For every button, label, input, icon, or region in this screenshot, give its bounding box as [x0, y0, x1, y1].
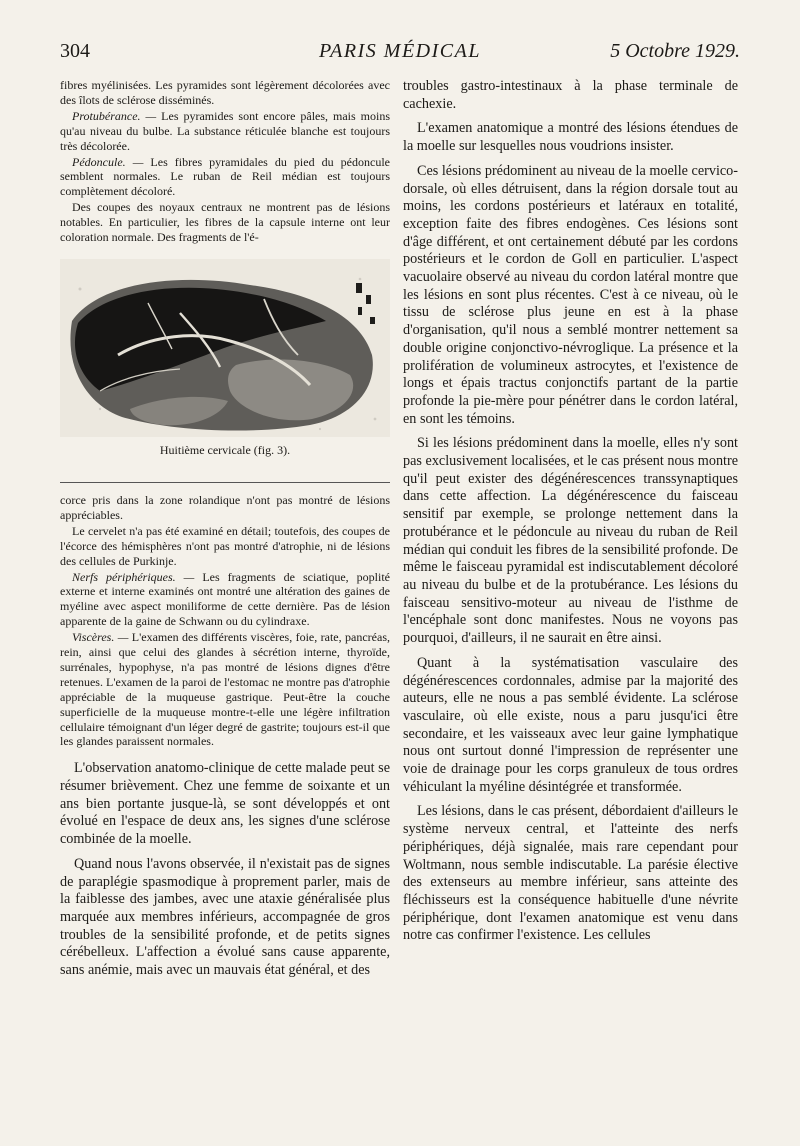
journal-title: PARIS MÉDICAL	[319, 40, 481, 62]
report-paragraph: Le cervelet n'a pas été examiné en détail; toutefois, des coupes de l'écorce des hémisphères n'ont pas montré d'atrophie, ni de lésions des cellules de Purkinje.	[60, 523, 390, 568]
report-paragraph: Des coupes des noyaux centraux ne montrent pas de lésions notables. En particulier, les fibres de la capsule interne ont leur coloration normale. Des fragments de l'é-	[60, 200, 390, 245]
body-paragraph: troubles gastro-intestinaux à la phase terminale de cachexie.	[403, 78, 738, 112]
report-paragraph: fibres myélinisées. Les pyramides sont légèrement décolorées avec des îlots de sclérose disséminés.	[60, 78, 390, 107]
body-paragraph: Si les lésions prédominent dans la moelle, elles n'y sont pas exclusivement localisées, et le cas présent nous montre qu'il peut exister des dégénérescences transsynaptiques dans cette affection. La dégénérescence du faisceau sensitif par exemple, se prolonge nettement dans la protubérance et le pédoncule au niveau du ruban de Reil médian qui conduit les fibres de la sensibilité profonde. De même le faisceau pyramidal est indiscutablement décoloré au niveau du bulbe et de la protubérance. Les lésions du faisceau sensitivo-moteur au niveau de l'isthme de l'encéphale sont donc manifestes. Nous ne voyons pas pourquoi, d'ailleurs, il ne saurait en être ainsi.	[403, 435, 738, 647]
body-paragraph: Ces lésions prédominent au niveau de la moelle cervico-dorsale, où elles détruisent, dans la région dorsale tout au moins, les cordons postérieurs et latéraux en totalité, exception faite des fibres endogènes. Ces lésions sont d'âge différent, et ont certainement débuté par les cordons postérieurs et le cordon de Goll en particulier. L'aspect vacuolaire observé au niveau du cordon latéral montre que les lésions en sont plus récentes. C'est à ce niveau, où le tissu de sclérose plus jeune en est à la phase d'organisation, qu'il nous a semblé montrer nettement sa double origine conjonctivo-névroglique. La présence et la prolifération de volumineux astrocytes, et l'existence de longs et épais tractus conjonctifs partant de la partie profonde la pie-mère pour pénétrer dans le cordon latéral, en sont les témoins.	[403, 162, 738, 427]
body-paragraph: L'examen anatomique a montré des lésions étendues de la moelle sur lesquelles nous voudrions insister.	[403, 120, 738, 155]
figure-3	[60, 259, 390, 483]
report-paragraph: Viscères. — L'examen des différents viscères, foie, rate, pancréas, rein, ainsi que celui des glandes à sécrétion interne, thyroïde, surrénales, hypophyse, n'a pas montré de lésions dignes d'être retenues. L'examen de la paroi de l'estomac ne montre pas d'atrophie appréciable de la muqueuse gastrique. Peut-être la couche superficielle de la muqueuse montre-t-elle une légère infiltration cellulaire témoignant d'un léger degré de gastrite; toujours est-il que les glandes paraissent normales.	[60, 630, 390, 749]
report-paragraph: Nerfs périphériques. — Les fragments de sciatique, poplité externe et interne examinés ont montré une altération des gaines de myéline avec aspect moniliforme de cette dernière. Pas de lésion apparente de la gaine de Schwann ou du cylindraxe.	[60, 569, 390, 629]
spinal-cord-section-image	[60, 259, 390, 437]
left-column	[60, 78, 390, 987]
figure-caption: Huitième cervicale (fig. 3).	[159, 442, 291, 457]
discussion-left	[60, 760, 390, 979]
body-paragraph: Les lésions, dans le cas présent, débordaient d'ailleurs le système nerveux central, et l'atteinte des nerfs périphériques, déjà signalée, mais rare cependant pour Woltmann, nous semble indiscutable. La parésie élective des extenseurs au membre inférieur, sans atteinte des fléchisseurs est la conséquence habituelle d'une névrite périphérique, dont l'examen anatomique est venu dans notre cas confirmer l'existence. Les cellules	[403, 803, 738, 944]
discussion-right	[403, 78, 738, 945]
page-number: 304	[60, 40, 90, 62]
page-header	[60, 40, 740, 70]
body-paragraph: Quand nous l'avons observée, il n'existait pas de signes de paraplégie spasmodique à proprement parler, mais de la faiblesse des jambes, avec une ataxie généralisée plus marquée aux membres inférieurs, accompagnée de gros troubles de la sensibilité profonde, et de petits signes cérébelleux. L'affection a évolué sans cause apparente, sans anémie, mais avec un mauvais état général, et des	[60, 855, 390, 979]
histology-photo	[60, 259, 390, 437]
body-paragraph: L'observation anatomo-clinique de cette malade peut se résumer brièvement. Chez une femme de soixante et un ans bien portante jusque-là, se sont développés et ont évolué en l'espace de deux ans, les signes d'une sclérose combinée de la moelle.	[60, 760, 390, 848]
report-paragraph: corce pris dans la zone rolandique n'ont pas montré de lésions appréciables.	[60, 492, 390, 522]
report-top-section	[60, 78, 390, 245]
issue-date: 5 Octobre 1929.	[610, 40, 740, 62]
report-paragraph: Pédoncule. — Les fibres pyramidales du pied du pédoncule semblent normales. Le ruban de Reil médian est toujours complètement décoloré.	[60, 154, 390, 199]
divider	[60, 482, 390, 483]
right-column	[403, 78, 738, 952]
report-bottom-section	[60, 493, 390, 749]
body-paragraph: Quant à la systématisation vasculaire des dégénérescences cordonnales, admise par la majorité des auteurs, elle ne nous a pas semblé évidente. La sclérose vasculaire, où elle existe, nous a paru jusqu'ici être secondaire, et les vaisseaux avec leur gaine lymphatique nous ont surtout donné l'impression de représenter une voie de drainage pour les corps granuleux de tous ordres véhiculant la myéline désintégrée et transformée.	[403, 654, 738, 795]
report-paragraph: Protubérance. — Les pyramides sont encore pâles, mais moins qu'au niveau du bulbe. La substance réticulée blanche est toujours très décolorée.	[60, 108, 390, 153]
